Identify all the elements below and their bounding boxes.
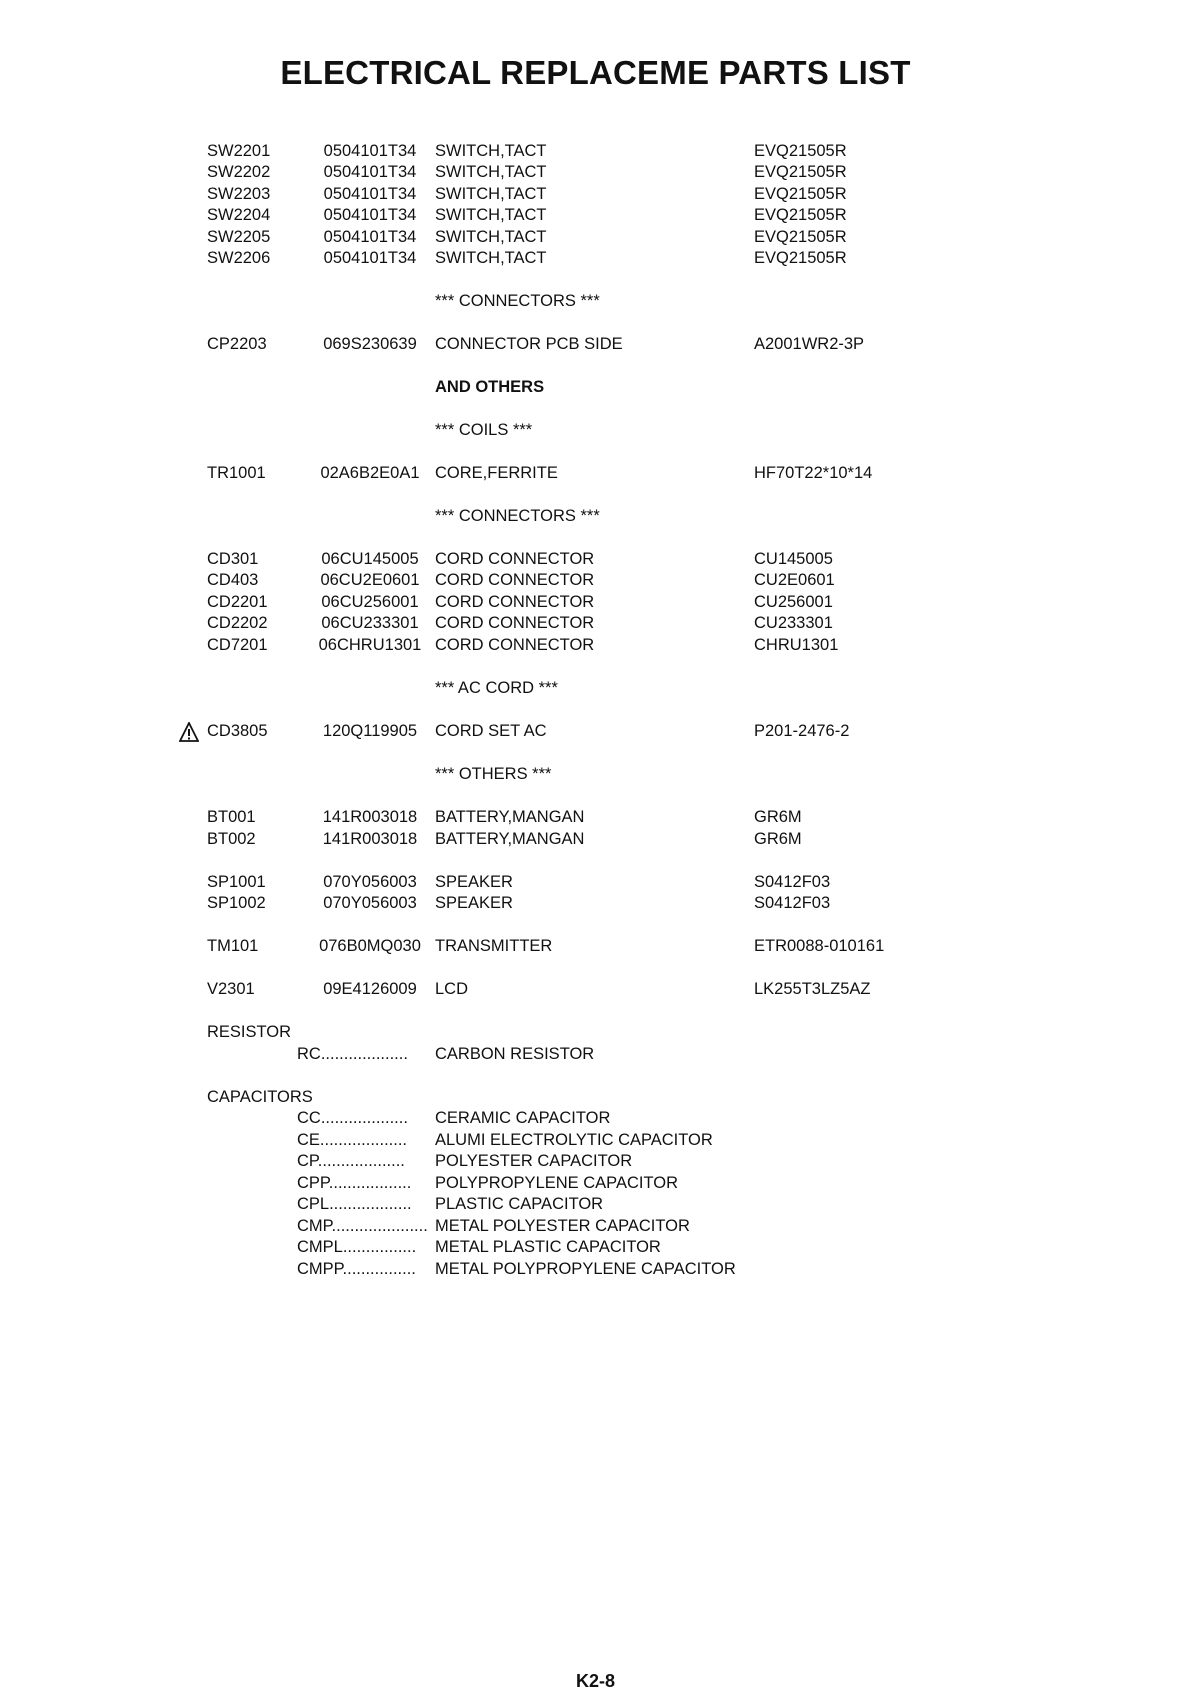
safety-warning-icon (179, 722, 199, 742)
model-no: EVQ21505R (754, 249, 847, 267)
model-no: EVQ21505R (754, 206, 847, 224)
model-no: P201-2476-2 (754, 722, 850, 740)
reference-no: SW2204 (207, 206, 271, 224)
reference-no: CD301 (207, 550, 259, 568)
description: CORD CONNECTOR (435, 550, 595, 568)
part-no: 069S230639 (323, 335, 417, 353)
part-no: 06CU233301 (321, 614, 419, 632)
part-no: 0504101T34 (323, 249, 417, 267)
part-no: 0504101T34 (323, 163, 417, 181)
abbreviation: CMPL................ (297, 1238, 417, 1256)
reference-no: SP1002 (207, 894, 266, 912)
part-no: 0504101T34 (323, 206, 417, 224)
abbreviation: CPL.................. (297, 1195, 412, 1213)
model-no: ETR0088-010161 (754, 937, 885, 955)
legend-description: METAL PLASTIC CAPACITOR (435, 1238, 661, 1256)
model-no: CU256001 (754, 593, 833, 611)
description: SWITCH,TACT (435, 163, 547, 181)
abbreviation: CC................... (297, 1109, 408, 1127)
description: TRANSMITTER (435, 937, 553, 955)
reference-no: SW2201 (207, 142, 271, 160)
model-no: CU145005 (754, 550, 833, 568)
reference-no: TM101 (207, 937, 259, 955)
part-no: 120Q119905 (322, 722, 418, 740)
model-no: GR6M (754, 830, 802, 848)
description: SWITCH,TACT (435, 228, 547, 246)
description: CONNECTOR PCB SIDE (435, 335, 623, 353)
model-no: A2001WR2-3P (754, 335, 865, 353)
description: CORD CONNECTOR (435, 593, 595, 611)
part-no: 0504101T34 (323, 228, 417, 246)
abbreviation: CP................... (297, 1152, 405, 1170)
model-no: S0412F03 (754, 873, 831, 891)
part-no: 0504101T34 (323, 142, 417, 160)
description: SWITCH,TACT (435, 206, 547, 224)
model-no: EVQ21505R (754, 185, 847, 203)
part-no: 06CHRU1301 (318, 636, 422, 654)
reference-no: BT002 (207, 830, 256, 848)
model-no: HF70T22*10*14 (754, 464, 873, 482)
page-number: K2-8 (575, 1671, 615, 1691)
reference-no: SW2205 (207, 228, 271, 246)
model-no: EVQ21505R (754, 163, 847, 181)
description: SPEAKER (435, 894, 513, 912)
part-no: 141R003018 (322, 830, 418, 848)
part-no: 070Y056003 (323, 873, 417, 891)
description: BATTERY,MANGAN (435, 808, 585, 826)
description: LCD (435, 980, 469, 998)
reference-no: CD403 (207, 571, 259, 589)
legend-description: ALUMI ELECTROLYTIC CAPACITOR (435, 1131, 713, 1149)
part-no: 06CU145005 (321, 550, 419, 568)
reference-no: SP1001 (207, 873, 266, 891)
description: SWITCH,TACT (435, 142, 547, 160)
reference-no: CD2202 (207, 614, 268, 632)
legend-description: CARBON RESISTOR (435, 1045, 595, 1063)
part-no: 09E4126009 (323, 980, 417, 998)
description: SWITCH,TACT (435, 185, 547, 203)
legend-description: CERAMIC CAPACITOR (435, 1109, 611, 1127)
part-no: 06CU2E0601 (320, 571, 420, 589)
model-no: GR6M (754, 808, 802, 826)
abbreviation: CMPP................ (297, 1260, 416, 1278)
model-no: EVQ21505R (754, 228, 847, 246)
abbreviation: CPP.................. (297, 1174, 412, 1192)
legend-description: POLYESTER CAPACITOR (435, 1152, 633, 1170)
reference-no: TR1001 (207, 464, 266, 482)
description: CORD CONNECTOR (435, 614, 595, 632)
description: SPEAKER (435, 873, 513, 891)
page-title: ELECTRICAL REPLACEME PARTS LIST (280, 54, 911, 91)
reference-no: CD3805 (207, 722, 268, 740)
model-no: S0412F03 (754, 894, 831, 912)
reference-no: SW2202 (207, 163, 271, 181)
model-no: CU233301 (754, 614, 833, 632)
model-no: CU2E0601 (754, 571, 835, 589)
reference-no: BT001 (207, 808, 256, 826)
description: CORD CONNECTOR (435, 636, 595, 654)
reference-no: CD2201 (207, 593, 268, 611)
part-no: 070Y056003 (323, 894, 417, 912)
part-no: 02A6B2E0A1 (320, 464, 420, 482)
part-no: 06CU256001 (321, 593, 419, 611)
part-no: 0504101T34 (323, 185, 417, 203)
abbreviation: CMP..................... (297, 1217, 428, 1235)
legend-description: METAL POLYPROPYLENE CAPACITOR (435, 1260, 736, 1278)
legend-description: POLYPROPYLENE CAPACITOR (435, 1174, 678, 1192)
reference-no: CP2203 (207, 335, 267, 353)
legend-description: METAL POLYESTER CAPACITOR (435, 1217, 690, 1235)
abbreviation: RC................... (297, 1045, 408, 1063)
reference-no: SW2206 (207, 249, 271, 267)
description: CORD CONNECTOR (435, 571, 595, 589)
model-no: EVQ21505R (754, 142, 847, 160)
description: CORE,FERRITE (435, 464, 558, 482)
part-no: 141R003018 (322, 808, 418, 826)
model-no: LK255T3LZ5AZ (754, 980, 871, 998)
description: CORD SET AC (435, 722, 547, 740)
reference-no: V2301 (207, 980, 255, 998)
description: SWITCH,TACT (435, 249, 547, 267)
description: BATTERY,MANGAN (435, 830, 585, 848)
part-no: 076B0MQ030 (319, 937, 421, 955)
abbreviation: CE................... (297, 1131, 408, 1149)
model-no: CHRU1301 (754, 636, 839, 654)
reference-no: SW2203 (207, 185, 271, 203)
legend-description: PLASTIC CAPACITOR (435, 1195, 604, 1213)
reference-no: CD7201 (207, 636, 268, 654)
